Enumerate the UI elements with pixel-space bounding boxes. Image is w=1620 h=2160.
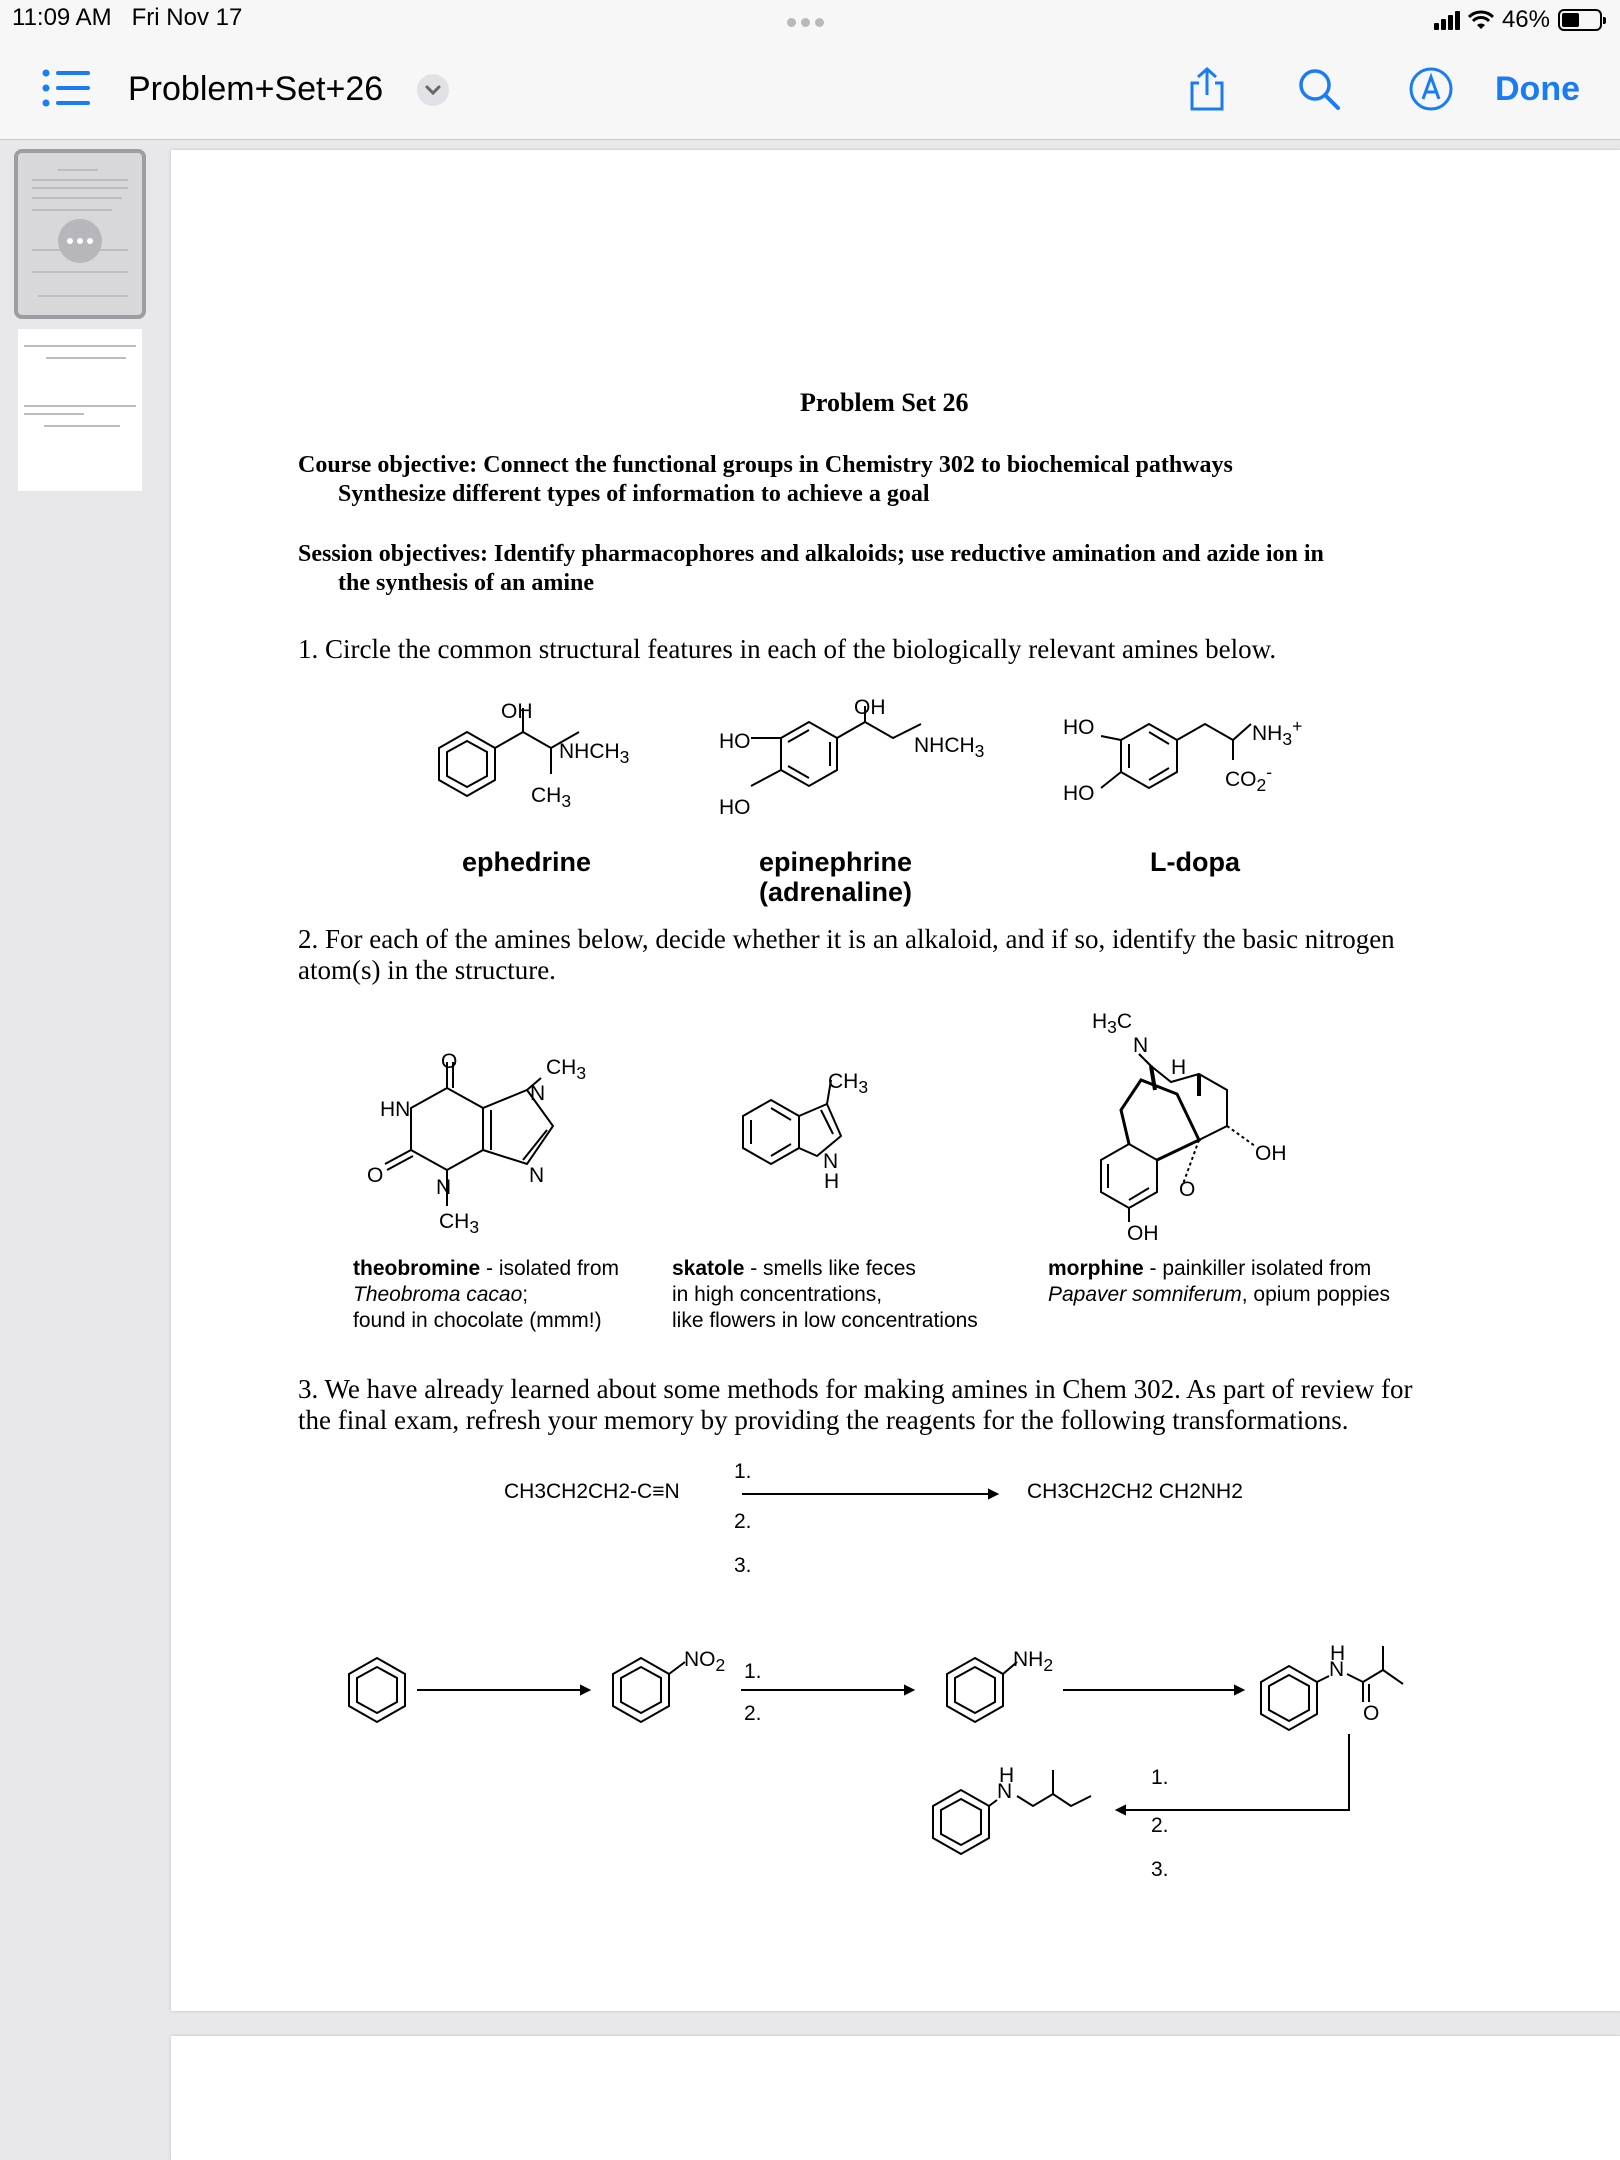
morphine-o: O xyxy=(1179,1178,1196,1201)
nitro-label: $NO_2$ xyxy=(684,1648,726,1676)
question-3-line-1: 3. We have already learned about some methods for making amines in Chem 302. As part of review for xyxy=(298,1374,1413,1404)
session-objective: Session objectives: Identify pharmacophores and alkaloids; use reductive amination and azide ion in xyxy=(298,541,1324,567)
morphine-h3c: $H_3C$ xyxy=(1092,1010,1133,1038)
multitasking-dots[interactable] xyxy=(787,14,833,24)
skatole-h: H xyxy=(824,1170,840,1193)
theobromine-structure xyxy=(385,1062,553,1206)
step-b-2: 2. xyxy=(744,1702,762,1725)
list-icon[interactable] xyxy=(42,68,90,108)
ephedrine-nhch3: $NHCH_3$ xyxy=(559,740,630,768)
theobromine-n7: N xyxy=(530,1082,546,1105)
amide-n: N xyxy=(1329,1658,1345,1681)
battery-level xyxy=(1562,13,1579,27)
epinephrine-nhch3: $NHCH_3$ xyxy=(914,734,985,762)
thumbnail-sidebar xyxy=(0,141,160,2160)
signal-icon xyxy=(1434,10,1460,30)
theobromine-n9: N xyxy=(529,1164,545,1187)
document-title[interactable]: Problem+Set+26 xyxy=(128,70,384,108)
nav-bar xyxy=(0,40,1620,140)
ephedrine-oh: OH xyxy=(501,700,533,723)
question-3-line-2: the final exam, refresh your memory by providing the reagents for the following transformations. xyxy=(298,1405,1349,1435)
morphine-oh-bottom: OH xyxy=(1127,1222,1159,1245)
epinephrine-oh: OH xyxy=(854,696,886,719)
skatole-n: N xyxy=(823,1150,839,1173)
amine2-h: H xyxy=(999,1764,1015,1787)
epinephrine-structure xyxy=(751,706,921,786)
epinephrine-ho-1: HO xyxy=(719,730,751,753)
step-c-2: 2. xyxy=(1151,1814,1169,1837)
morphine-n: N xyxy=(1133,1034,1149,1057)
question-2-line-1: 2. For each of the amines below, decide whether it is an alkaloid, and if so, identify the basic nitrogen xyxy=(298,924,1395,954)
status-bar xyxy=(0,0,1620,40)
theobromine-description: theobromine - isolated from Theobroma cacao; found in chocolate (mmm!) xyxy=(353,1257,620,1332)
question-2-line-2: atom(s) in the structure. xyxy=(298,955,556,985)
skatole-ch3: $CH_3$ xyxy=(828,1070,869,1098)
wifi-icon xyxy=(1468,10,1494,30)
done-button[interactable]: Done xyxy=(1495,70,1580,108)
battery-icon xyxy=(1558,9,1602,31)
step-2: 2. xyxy=(734,1510,752,1533)
page-thumbnail-2[interactable] xyxy=(18,329,142,491)
skatole-description: skatole - smells like feces in high concentrations, like flowers in low concentrations xyxy=(672,1257,978,1332)
ldopa-ho-2: HO xyxy=(1063,782,1095,805)
amide-h: H xyxy=(1330,1642,1346,1665)
ldopa-structure xyxy=(1101,724,1251,788)
amine2-n: N xyxy=(997,1780,1013,1803)
amide-o: O xyxy=(1363,1702,1380,1725)
page-thumbnail-1[interactable] xyxy=(18,153,142,315)
theobromine-ch3-bottom: $CH_3$ xyxy=(439,1210,480,1238)
course-objective: Course objective: Connect the functional groups in Chemistry 302 to biochemical pathways xyxy=(298,452,1233,478)
ephedrine-ch3: $CH_3$ xyxy=(531,784,572,812)
theobromine-o-top: O xyxy=(441,1050,458,1073)
reaction-scheme-2 xyxy=(349,1646,1403,1854)
morphine-description: morphine - painkiller isolated from Papaver somniferum, opium poppies xyxy=(1048,1257,1391,1306)
nitrile-reactant: CH3CH2CH2-C≡N xyxy=(504,1480,680,1503)
step-c-1: 1. xyxy=(1151,1766,1169,1789)
status-time: 11:09 AM Fri Nov 17 xyxy=(12,4,243,31)
question-1: 1. Circle the common structural features in each of the biologically relevant amines below. xyxy=(298,634,1277,664)
document-page-2 xyxy=(171,2036,1620,2160)
theobromine-n3: N xyxy=(436,1176,452,1199)
document-page-1 xyxy=(171,150,1620,2011)
ldopa-co2: $CO_2^-$ xyxy=(1225,762,1273,796)
share-icon[interactable] xyxy=(1184,66,1230,112)
aniline-nh2: $NH_2$ xyxy=(1013,1648,1054,1676)
ephedrine-label: ephedrine xyxy=(462,847,592,877)
course-objective-2: Synthesize different types of information to achieve a goal xyxy=(338,481,930,507)
ephedrine-structure xyxy=(439,708,579,796)
session-objective-2: the synthesis of an amine xyxy=(338,570,595,596)
page-title: Problem Set 26 xyxy=(800,388,969,417)
skatole-structure xyxy=(743,1080,841,1164)
morphine-structure xyxy=(1101,1054,1255,1222)
more-icon[interactable] xyxy=(58,219,102,263)
status-right xyxy=(1434,4,1602,36)
step-3: 3. xyxy=(734,1554,752,1577)
ldopa-nh3: $NH_3^+$ xyxy=(1252,716,1303,750)
ldopa-ho-1: HO xyxy=(1063,716,1095,739)
chevron-down-icon[interactable] xyxy=(417,74,449,106)
morphine-h: H xyxy=(1171,1056,1187,1079)
step-1: 1. xyxy=(734,1460,752,1483)
battery-percent: 46% xyxy=(1501,6,1550,33)
epinephrine-ho-2: HO xyxy=(719,796,751,819)
ldopa-label: L-dopa xyxy=(1150,847,1240,877)
morphine-oh-right: OH xyxy=(1255,1142,1287,1165)
epinephrine-label: epinephrine (adrenaline) xyxy=(759,847,913,907)
theobromine-hn: HN xyxy=(380,1098,411,1121)
markup-icon[interactable] xyxy=(1408,66,1454,112)
amine-product: CH3CH2CH2 CH2NH2 xyxy=(1027,1480,1243,1503)
step-b-1: 1. xyxy=(744,1660,762,1683)
chemical-structures xyxy=(171,150,1620,2011)
step-c-3: 3. xyxy=(1151,1858,1169,1881)
search-icon[interactable] xyxy=(1296,66,1342,112)
theobromine-o-bottom: O xyxy=(367,1164,384,1187)
theobromine-ch3-top: $CH_3$ xyxy=(546,1056,587,1084)
